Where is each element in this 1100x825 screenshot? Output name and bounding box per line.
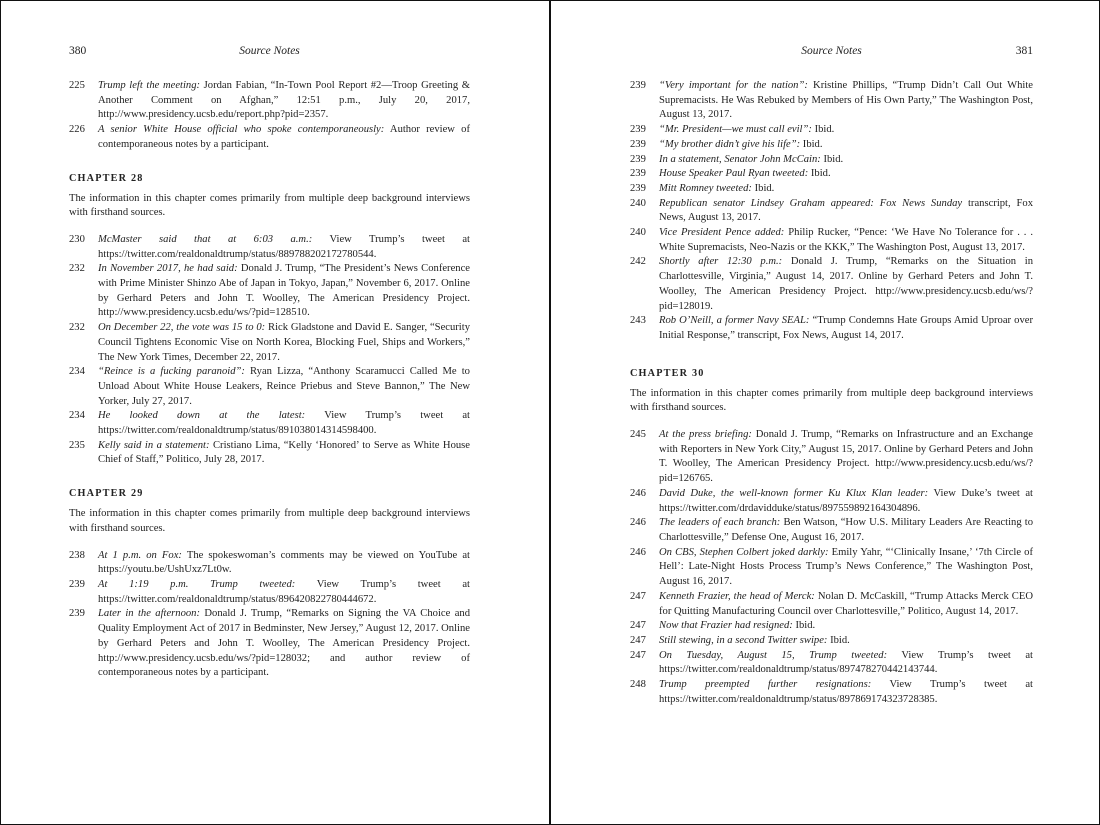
note-entry [630, 428, 1033, 487]
left-page-content [69, 41, 470, 681]
note-citation: View Trump’s tweet at https://twitter.com/realdonaldtrump/status/897869174323728385. [659, 679, 1033, 705]
note-lead-phrase: On CBS, Stephen Colbert joked darkly: [659, 546, 829, 558]
note-lead-phrase: Mitt Romney tweeted: [659, 182, 752, 194]
note-citation: “Trump Condemns Hate Groups Amid Uproar over Initial Response,” transcript, Fox News, August 14, 2017. [659, 315, 1033, 341]
note-number: 247 [630, 649, 646, 661]
note-lead-phrase: At the press briefing: [659, 429, 752, 441]
note-lead-phrase: Now that Frazier had resigned: [659, 620, 793, 632]
running-head: Source Notes [801, 45, 862, 57]
note-entry [630, 123, 1033, 138]
note-citation: View Duke’s tweet at https://twitter.com/drdavidduke/status/897559892164304896. [659, 487, 1034, 514]
note-entry [69, 409, 470, 438]
note-citation: Ibid. [751, 182, 775, 194]
note-list [69, 549, 470, 681]
note-number: 247 [630, 634, 646, 646]
note-number: 230 [69, 233, 85, 245]
note-number: 239 [630, 182, 646, 194]
note-entry [630, 226, 1033, 255]
note-citation: View Trump’s tweet at https://twitter.com/realdonaldtrump/status/891038014314598400. [98, 410, 471, 437]
note-citation: View Trump’s tweet at https://twitter.com/realdonaldtrump/status/889788202172780544. [98, 233, 470, 260]
note-citation: Nolan D. McCaskill, “Trump Attacks Merck CEO for Quitting Manufacturing Council over Charlottesville,” Politico, August 14, 2017. [659, 590, 1033, 617]
note-number: 235 [69, 439, 85, 451]
note-lead-phrase: House Speaker Paul Ryan tweeted: [659, 168, 809, 180]
note-entry [630, 619, 1033, 634]
note-number: 247 [630, 620, 646, 632]
note-list [630, 79, 1033, 344]
note-text [659, 619, 1033, 634]
note-lead-phrase: Rob O’Neill, a former Navy SEAL: [659, 315, 810, 327]
note-text [98, 439, 470, 468]
note-citation: Emily Yahr, “‘Clinically Insane,’ ‘7th Circle of Hell’: Late-Night Hosts Process Trump’s News Conference,” The Washington Post, August 16, 2017. [659, 546, 1033, 588]
note-text [659, 79, 1033, 123]
note-lead-phrase: “Very important for the nation”: [659, 80, 808, 91]
note-citation: Ben Watson, “How U.S. Military Leaders Are Reacting to Charlottesville,” Defense One, August 16, 2017. [659, 517, 1033, 543]
chapter-intro: The information in this chapter comes primarily from multiple deep background interviews with firsthand sources. [69, 508, 470, 534]
note-lead-phrase: McMaster said that at 6:03 a.m.: [98, 233, 313, 245]
note-citation: View Trump’s tweet at https://twitter.com/realdonaldtrump/status/896420822780444672. [98, 578, 470, 605]
note-citation: Ibid. [820, 153, 844, 165]
note-number: 245 [630, 429, 646, 441]
note-text [98, 123, 470, 152]
note-citation: Donald J. Trump, “Remarks on Signing the VA Choice and Quality Employment Act of 2017 in Bedminster, New Jersey,” August 12, 2017. Online by Gerhard Peters and John T. Woolley, The American Presidency Project. http://www.presidency.ucsb.edu/ws/?pid=128032; and author review of contemporaneous notes by a participant. [98, 608, 470, 679]
note-text [98, 409, 470, 438]
note-entry [630, 546, 1033, 590]
note-number: 226 [69, 124, 85, 136]
note-citation: Kristine Phillips, “Trump Didn’t Call Out White Supremacists. He Was Rebuked by Members of His Own Party,” The Washington Post, August 13, 2017. [659, 80, 1033, 121]
note-text [659, 153, 1033, 168]
note-number: 240 [630, 227, 646, 239]
note-citation: Ibid. [808, 168, 831, 180]
note-text [659, 487, 1033, 516]
note-text [98, 321, 470, 365]
note-text [659, 197, 1033, 226]
note-lead-phrase: On December 22, the vote was 15 to 0: [98, 322, 266, 334]
note-number: 239 [630, 153, 646, 165]
note-number: 234 [69, 366, 85, 378]
note-text [98, 365, 470, 409]
note-citation: Author review of contemporaneous notes by a participant. [98, 124, 470, 150]
note-entry [630, 153, 1033, 168]
note-citation: Rick Gladstone and David E. Sanger, “Security Council Tightens Economic Vise on North Korea, Blocking Fuel, Ships and Workers,” The New York Times, December 22, 2017. [98, 322, 470, 363]
note-text [659, 123, 1033, 138]
right-page-header [630, 41, 1033, 65]
note-lead-phrase: Kelly said in a statement: [98, 439, 210, 451]
note-lead-phrase: Still stewing, in a second Twitter swipe: [659, 634, 828, 646]
note-entry [630, 516, 1033, 545]
note-lead-phrase: Trump preempted further resignations: [659, 679, 872, 691]
note-number: 238 [69, 549, 85, 561]
note-entry [69, 321, 470, 365]
note-entry [630, 197, 1033, 226]
note-lead-phrase: “Reince is a fucking paranoid”: [98, 366, 245, 378]
right-page-content [630, 41, 1033, 707]
note-lead-phrase: At 1 p.m. on Fox: [98, 549, 182, 561]
note-number: 248 [630, 679, 646, 691]
note-entry [69, 79, 470, 123]
left-page-header [69, 41, 470, 65]
note-lead-phrase: Shortly after 12:30 p.m.: [659, 256, 783, 268]
note-text [659, 590, 1033, 619]
note-text [98, 607, 470, 681]
note-number: 243 [630, 315, 646, 327]
chapter-heading: CHAPTER 30 [630, 367, 705, 379]
note-lead-phrase: Kenneth Frazier, the head of Merck: [659, 590, 815, 602]
note-text [98, 233, 470, 262]
note-text [659, 167, 1033, 182]
note-number: 232 [69, 263, 85, 275]
note-lead-phrase: Later in the afternoon: [98, 608, 200, 620]
note-number: 239 [630, 80, 646, 91]
note-entry [630, 167, 1033, 182]
note-entry [630, 138, 1033, 153]
note-citation: Donald J. Trump, “The President’s News Conference with Prime Minister Shinzo Abe of Japan in Tokyo, Japan,” November 6, 2017. Online by Gerhard Peters and John T. Woolley, The American Presidency Project. http://www.presidency.ucsb.edu/ws/?pid=128510. [98, 263, 470, 319]
note-lead-phrase: Trump left the meeting: [98, 80, 201, 91]
note-list [69, 79, 470, 153]
note-text [98, 549, 470, 578]
note-text [659, 314, 1033, 343]
note-entry [69, 365, 470, 409]
note-lead-phrase: At 1:19 p.m. Trump tweeted: [98, 578, 296, 590]
note-citation: Jordan Fabian, “In-Town Pool Report #2—Troop Greeting & Another Comment on Afghan,” 12:51 p.m., July 20, 2017, http://www.presidency.ucsb.edu/report.php?pid=2357. [98, 80, 470, 121]
note-citation: Ibid. [811, 124, 835, 136]
note-list [630, 428, 1033, 707]
note-number: 239 [69, 608, 85, 620]
note-text [659, 138, 1033, 153]
note-entry [630, 255, 1033, 314]
chapter-heading: CHAPTER 29 [69, 488, 144, 500]
note-number: 239 [69, 578, 85, 590]
note-lead-phrase: “Mr. President—we must call evil”: [659, 124, 812, 136]
chapter-heading: CHAPTER 28 [69, 172, 144, 184]
note-text [98, 578, 470, 607]
note-entry [630, 182, 1033, 197]
note-number: 239 [630, 168, 646, 180]
note-entry [630, 487, 1033, 516]
note-entry [630, 634, 1033, 649]
note-number: 246 [630, 487, 646, 499]
chapter-intro: The information in this chapter comes primarily from multiple deep background interviews with firsthand sources. [630, 387, 1033, 414]
note-citation: View Trump’s tweet at https://twitter.com/realdonaldtrump/status/897478270442143744. [659, 649, 1033, 676]
note-lead-phrase: A senior White House official who spoke contemporaneously: [98, 124, 385, 136]
note-citation: Ibid. [827, 634, 850, 646]
note-number: 246 [630, 517, 646, 529]
note-lead-phrase: In November 2017, he had said: [98, 263, 238, 275]
note-entry [69, 607, 470, 681]
note-citation: Ibid. [800, 138, 823, 150]
running-head: Source Notes [239, 45, 300, 57]
note-lead-phrase: Vice President Pence added: [659, 227, 785, 239]
note-entry [630, 590, 1033, 619]
page-number: 380 [69, 45, 87, 57]
note-text [659, 634, 1033, 649]
note-number: 247 [630, 590, 646, 602]
right-page [549, 0, 1100, 825]
note-number: 239 [630, 138, 646, 150]
note-lead-phrase: On Tuesday, August 15, Trump tweeted: [659, 649, 888, 661]
note-number: 242 [630, 256, 646, 268]
note-number: 234 [69, 410, 85, 422]
note-number: 232 [69, 322, 85, 334]
note-text [659, 649, 1033, 678]
note-citation: transcript, Fox News, August 13, 2017. [659, 197, 1033, 224]
left-page [0, 0, 549, 825]
note-lead-phrase: David Duke, the well-known former Ku Klux Klan leader: [659, 487, 929, 499]
note-citation: Cristiano Lima, “Kelly ‘Honored’ to Serve as White House Chief of Staff,” Politico, July 28, 2017. [98, 439, 470, 466]
chapter-intro: The information in this chapter comes primarily from multiple deep background interviews with firsthand sources. [69, 192, 470, 219]
note-text [659, 428, 1033, 487]
note-number: 225 [69, 80, 85, 91]
note-citation: The spokeswoman’s comments may be viewed on YouTube at https://youtu.be/UshUxz7Lt0w. [98, 549, 470, 576]
note-entry [630, 79, 1033, 123]
note-lead-phrase: He looked down at the latest: [98, 410, 306, 422]
note-citation: Donald J. Trump, “Remarks on Infrastructure and an Exchange with Reporters in New York City,” August 15, 2017. Online by Gerhard Peters and John T. Woolley, The American Presidency Project. http://www.presidency.ucsb.edu/ws/?pid=126765. [659, 429, 1033, 485]
note-lead-phrase: The leaders of each branch: [659, 517, 781, 529]
note-entry [69, 262, 470, 321]
note-citation: Ryan Lizza, “Anthony Scaramucci Called Me to Unload About White House Leakers, Reince Priebus and Steve Bannon,” The New Yorker, July 27, 2017. [98, 366, 470, 407]
note-text [659, 678, 1033, 707]
note-lead-phrase: In a statement, Senator John McCain: [659, 153, 821, 165]
note-citation: Donald J. Trump, “Remarks on the Situation in Charlottesville, Virginia,” August 14, 2017. Online by Gerhard Peters and John T. Woolley, The American Presidency Project. http://www.presidency.ucsb.edu/ws/?pid=128019. [659, 256, 1033, 312]
note-entry [630, 314, 1033, 343]
note-entry [630, 649, 1033, 678]
note-entry [69, 123, 470, 152]
page-number: 381 [1015, 45, 1033, 57]
note-entry [69, 233, 470, 262]
note-text [98, 79, 470, 123]
note-lead-phrase: “My brother didn’t give his life”: [659, 138, 801, 150]
note-text [659, 255, 1033, 314]
note-text [98, 262, 470, 321]
note-lead-phrase: Republican senator Lindsey Graham appeared: Fox News Sunday [659, 197, 963, 209]
note-text [659, 182, 1033, 197]
note-entry [630, 678, 1033, 707]
note-text [659, 546, 1033, 590]
note-text [659, 226, 1033, 255]
note-number: 239 [630, 124, 646, 136]
note-text [659, 516, 1033, 545]
note-entry [69, 549, 470, 578]
note-list [69, 233, 470, 468]
note-number: 240 [630, 197, 646, 209]
note-entry [69, 439, 470, 468]
note-citation: Ibid. [792, 620, 816, 632]
note-entry [69, 578, 470, 607]
note-number: 246 [630, 546, 646, 558]
note-citation: Philip Rucker, “Pence: ‘We Have No Tolerance for . . . White Supremacists, Neo-Nazis or the KKK,” The Washington Post, August 13, 2017. [659, 227, 1034, 253]
